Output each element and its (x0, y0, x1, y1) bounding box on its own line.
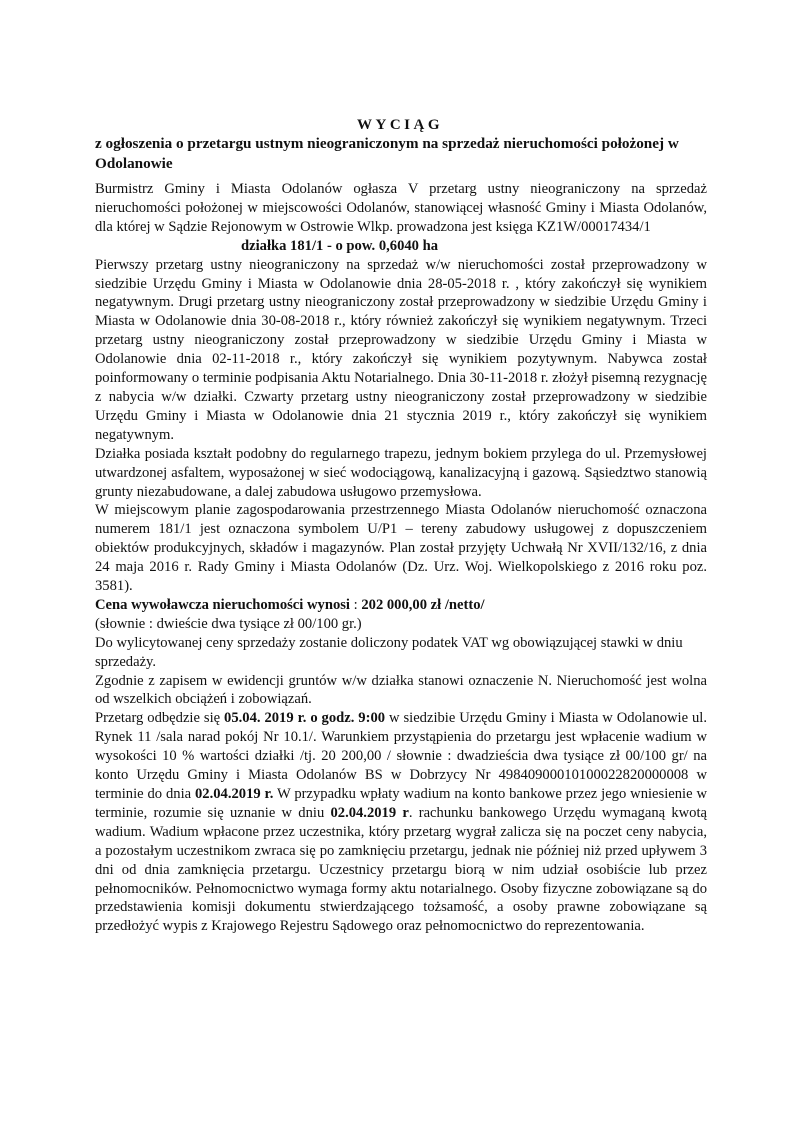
auction-history-paragraph: Pierwszy przetarg ustny nieograniczony na sprzedaż w/w nieruchomości został przeprowadzony w siedzibie Urzędu Gminy i Miasta w Odolanowie dnia 28-05-2018 r. , który zakończył się wynikiem negatywnym. Drugi przetarg ustny nieograniczony został przeprowadzony w siedzibie Urzędu Gminy i Miasta w Odolanowie dnia 30-08-2018 r., który również zakończył się wynikiem negatywnym. Trzeci przetarg ustny nieograniczony został przeprowadzony w siedzibie Urzędu Gminy i Miasta w Odolanowie dnia 02-11-2018 r., który zakończył się wynikiem pozytywnym. Nabywca został poinformowany o terminie podpisania Aktu Notarialnego. Dnia 30-11-2018 r. złożył pisemną rezygnację z nabycia w/w działki. Czwarty przetarg ustny nieograniczony został przeprowadzony w siedzibie Urzędu Gminy i Miasta w Odolanowie dnia 21 stycznia 2019 r., który zakończył się wynikiem negatywnym. (95, 256, 707, 443)
auction-text-5: . rachunku bankowego Urzędu wymaganą kwotą wadium. Wadium wpłacone przez uczestnika, który przetarg wygrał zalicza się na poczet ceny nabycia, a pozostałym uczestnikom zwraca się po zamknięciu przetargu, jednak nie później niż przed upływem 3 dni od dnia zamknięcia przetargu. Uczestnicy przetargu biorą w nim udział osobiście lub przez pełnomocników. Pełnomocnictwo wymaga formy aktu notarialnego. Osoby fizyczne zobowiązane są do przedstawienia komisji dokumentu stwierdzającego tożsamość, a osoby prawne zobowiązane są przedłożyć wypis z Krajowego Rejestru Sądowego oraz pełnomocnictwo do reprezentowania. (95, 804, 707, 935)
price-line (95, 596, 707, 615)
document-subtitle: z ogłoszenia o przetargu ustnym nieograniczonym na sprzedaż nieruchomości położonej w Odolanowie (95, 135, 679, 172)
auction-text-3: w siedzibie Urzędu Gminy i Miasta w Odolanowie ul. Rynek 11 /sala narad pokój Nr 10.1/. Warunkiem przystąpienia do przetargu jest wpłacenie wadium w wysokości 10 % wartości działki /tj. 20 200,00 / słownie : dwadzieścia dwa tysiące zł 00/100 gr/ na konto Urzędu Gminy i Miasta Odolanów BS w Dobrzycy Nr 49840900010100022820000008 w terminie do dnia (95, 710, 707, 802)
auction-time: o godz. 9:00 (310, 710, 386, 727)
auction-date: 05.04. 2019 r. (224, 710, 307, 727)
auction-details-paragraph (95, 709, 707, 936)
parcel-description-paragraph: Działka posiada kształt podobny do regularnego trapezu, jednym bokiem przylega do ul. Przemysłowej utwardzonej asfaltem, wyposażonej w sieć wodociągową, kanalizacyjną i gazową. Sąsiedztwo stanowią grunty niezabudowane, a dalej zabudowa usługowo przemysłowa. (95, 445, 707, 500)
price-separator: : (349, 596, 362, 613)
document-body (95, 180, 707, 936)
price-value: 202 000,00 zł /netto/ (361, 596, 485, 613)
price-in-words: (słownie : dwieście dwa tysiące zł 00/100 gr.) (95, 615, 362, 632)
price-label: Cena wywoławcza nieruchomości wynosi (95, 596, 350, 613)
land-register-paragraph: Zgodnie z zapisem w ewidencji gruntów w/w działka stanowi oznaczenie N. Nieruchomość jest wolna od wszelkich obciążeń i zobowiązań. (95, 672, 707, 708)
zoning-plan-paragraph: W miejscowym planie zagospodarowania przestrzennego Miasta Odolanów nieruchomość oznaczona numerem 181/1 jest oznaczona symbolem U/P1 – tereny zabudowy usługowej z dopuszczeniem obiektów produkcyjnych, składów i magazynów. Plan został przyjęty Uchwałą Nr XVII/132/16, z dnia 24 maja 2016 r. Rady Gminy i Miasta Odolanów (Dz. Urz. Woj. Wielkopolskiego z 2016 roku poz. 3581). (95, 502, 707, 595)
auction-text-4: W przypadku wpłaty wadium na konto bankowe przez jego wniesienie w terminie, rozumie się uznanie w dniu (95, 786, 707, 821)
parcel-heading: działka 181/1 - o pow. 0,6040 ha (241, 237, 439, 254)
deposit-deadline-1: 02.04.2019 r. (195, 786, 274, 802)
intro-paragraph: Burmistrz Gminy i Miasta Odolanów ogłasza V przetarg ustny nieograniczony na sprzedaż nieruchomości położonej w miejscowości Odolanów, stanowiącej własność Gminy i Miasta Odolanów, dla której w Sądzie Rejonowym w Ostrowie Wlkp. prowadzona jest księga KZ1W/00017434/1 (95, 181, 707, 235)
deposit-deadline-2: 02.04.2019 r (330, 804, 409, 821)
vat-paragraph: Do wylicytowanej ceny sprzedaży zostanie doliczony podatek VAT wg obowiązującej stawki w dniu sprzedaży. (95, 634, 683, 670)
document-title: WYCIĄG (356, 117, 443, 133)
auction-text-1: Przetarg odbędzie się (95, 710, 225, 727)
